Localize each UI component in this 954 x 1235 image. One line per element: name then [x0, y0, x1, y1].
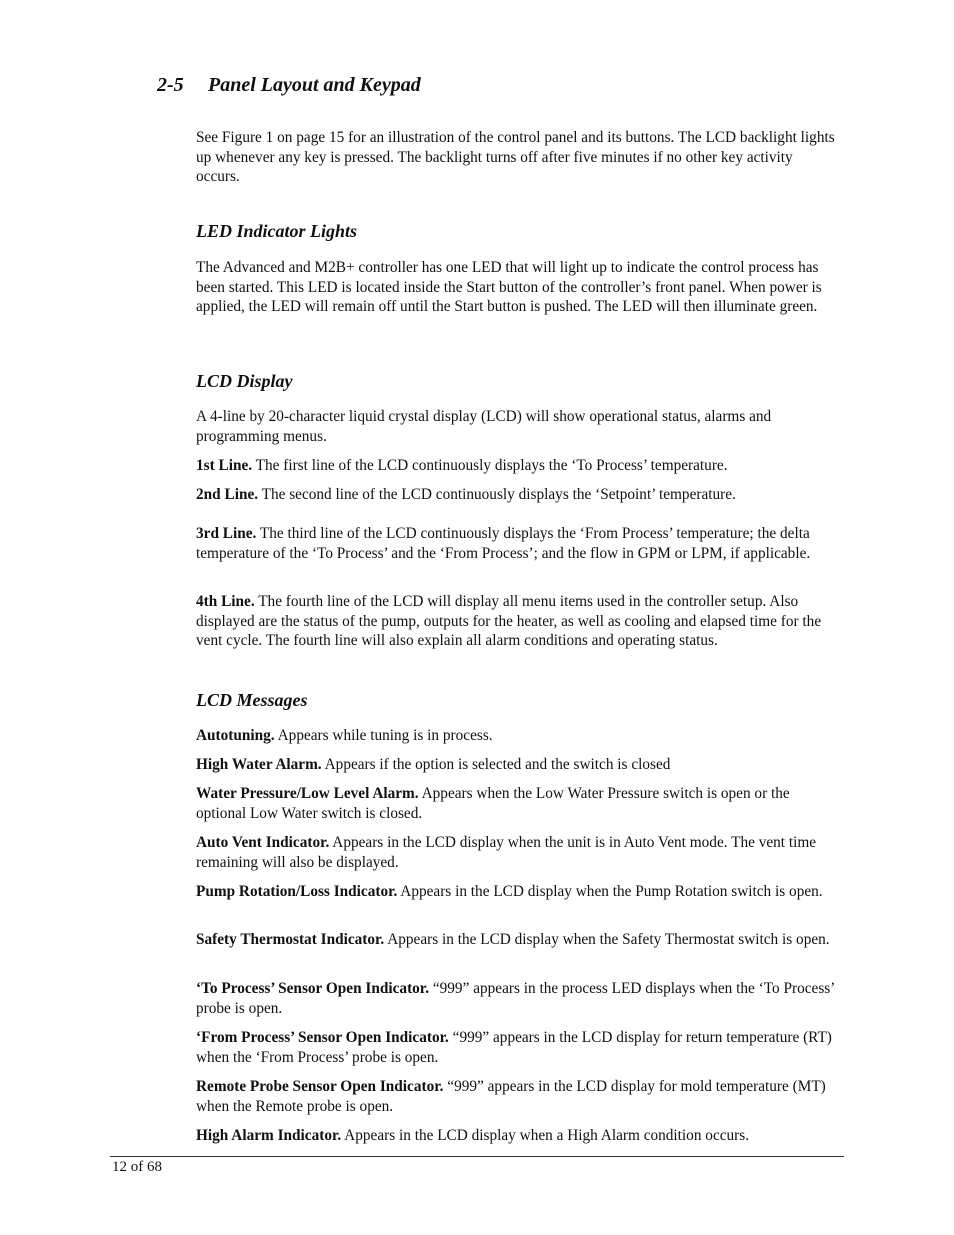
message-text: “999” appears in the process LED displays when the ‘To Process’ probe is open.: [196, 980, 835, 1017]
message-item: [196, 1077, 836, 1116]
message-text: Appears in the LCD display when the Safety Thermostat switch is open.: [384, 931, 830, 948]
message-item: [196, 979, 836, 1018]
intro-text: See Figure 1 on page 15 for an illustration of the control panel and its buttons. The LCD backlight lights up whenever any key is pressed. The backlight turns off after five minutes if no other key activity occurs.: [196, 129, 835, 186]
lcd-line-label: 2nd Line.: [196, 486, 259, 503]
message-item: [196, 784, 836, 823]
lcd-line-1: [196, 456, 836, 476]
lcd-line-label: 4th Line.: [196, 593, 255, 610]
message-text: Appears if the option is selected and the switch is closed: [321, 756, 671, 773]
lcd-line-text: The second line of the LCD continuously displays the ‘Setpoint’ temperature.: [258, 486, 736, 503]
lcd-display-intro: [196, 407, 836, 446]
message-item: [196, 1028, 836, 1067]
led-text: The Advanced and M2B+ controller has one LED that will light up to indicate the control process has been started. This LED is located inside the Start button of the controller’s front panel. When power is applied, the LED will remain off until the Start button is pushed. The LED will then illuminate green.: [196, 259, 822, 316]
lcd-display-heading: LCD Display: [196, 371, 293, 391]
message-label: ‘To Process’ Sensor Open Indicator.: [196, 980, 430, 997]
lcd-line-4: [196, 592, 836, 651]
led-paragraph: [196, 258, 836, 317]
message-label: Remote Probe Sensor Open Indicator.: [196, 1078, 444, 1095]
section-title: Panel Layout and Keypad: [208, 74, 421, 96]
message-text: Appears when the Low Water Pressure switch is open or the optional Low Water switch is closed.: [196, 785, 790, 822]
message-label: Water Pressure/Low Level Alarm.: [196, 785, 419, 802]
lcd-line-text: The first line of the LCD continuously displays the ‘To Process’ temperature.: [252, 457, 728, 474]
message-item: [196, 930, 836, 950]
lcd-display-intro-text: A 4-line by 20-character liquid crystal display (LCD) will show operational status, alarms and programming menus.: [196, 408, 772, 445]
lcd-line-2: [196, 485, 836, 505]
message-text: Appears in the LCD display when the unit is in Auto Vent mode. The vent time remaining will also be displayed.: [196, 834, 817, 871]
message-label: Pump Rotation/Loss Indicator.: [196, 883, 398, 900]
message-label: High Water Alarm.: [196, 756, 322, 773]
message-label: Auto Vent Indicator.: [196, 834, 330, 851]
section-number: 2-5: [157, 74, 184, 96]
lcd-line-3: [196, 524, 836, 563]
message-text: “999” appears in the LCD display for return temperature (RT) when the ‘From Process’ probe is open.: [196, 1029, 832, 1066]
message-label: Autotuning.: [196, 727, 275, 744]
message-label: High Alarm Indicator.: [196, 1127, 342, 1144]
message-text: Appears in the LCD display when the Pump Rotation switch is open.: [397, 883, 823, 900]
message-item: [196, 882, 836, 902]
lcd-line-label: 3rd Line.: [196, 525, 257, 542]
lcd-messages-heading: LCD Messages: [196, 690, 308, 710]
lcd-line-text: The third line of the LCD continuously displays the ‘From Process’ temperature; the delta temperature of the ‘To Process’ and the ‘From Process’; and the flow in GPM or LPM, if applicable.: [196, 525, 811, 562]
message-text: “999” appears in the LCD display for mold temperature (MT) when the Remote probe is open.: [196, 1078, 826, 1115]
message-label: ‘From Process’ Sensor Open Indicator.: [196, 1029, 449, 1046]
message-text: Appears while tuning is in process.: [274, 727, 493, 744]
led-heading: LED Indicator Lights: [196, 221, 358, 241]
message-text: Appears in the LCD display when a High Alarm condition occurs.: [341, 1127, 750, 1144]
footer-divider: [110, 1156, 844, 1157]
intro-paragraph: [196, 128, 836, 187]
message-item: [196, 1126, 836, 1146]
message-label: Safety Thermostat Indicator.: [196, 931, 385, 948]
lcd-line-text: The fourth line of the LCD will display all menu items used in the controller setup. Also displayed are the status of the pump, outputs for the heater, as well as cooling and elapsed time for the vent cycle. The fourth line will also explain all alarm conditions and operating status.: [196, 593, 822, 650]
message-item: [196, 726, 836, 746]
lcd-line-label: 1st Line.: [196, 457, 253, 474]
message-item: [196, 833, 836, 872]
message-item: [196, 755, 836, 775]
section-heading: [157, 74, 421, 97]
page-number: 12 of 68: [112, 1159, 162, 1175]
